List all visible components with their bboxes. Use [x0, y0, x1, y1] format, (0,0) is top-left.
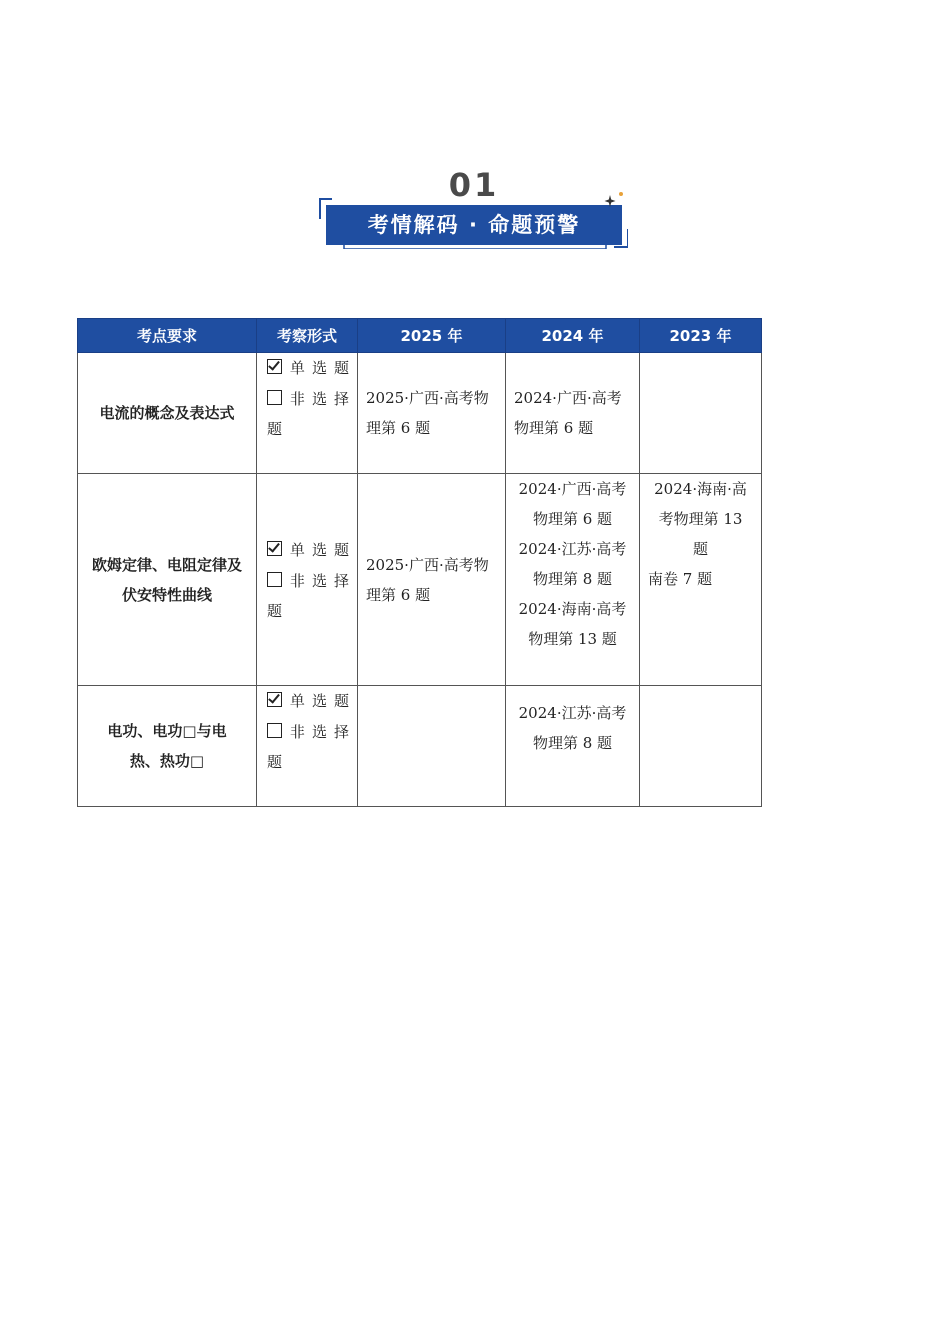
topic-cell: 电功、电功□与电热、热功□ [78, 686, 257, 807]
year-2023-cell [640, 353, 762, 474]
header-2025: 2025 年 [358, 319, 506, 353]
form-cell [257, 474, 358, 686]
table-row [78, 474, 762, 686]
form-cell [257, 353, 358, 474]
section-title: 考情解码 · 命题预警 [326, 205, 622, 245]
topic-cell: 电流的概念及表达式 [78, 353, 257, 474]
section-banner [316, 168, 632, 254]
option-non-choice: 非 选 择 [267, 566, 349, 597]
exam-analysis-table [77, 318, 762, 807]
checkbox-checked-icon [267, 541, 282, 556]
option-non-choice-tail: 题 [267, 753, 283, 771]
year-2025-cell [358, 686, 506, 807]
option-single-choice: 单 选 题 [267, 535, 349, 566]
form-cell [257, 686, 358, 807]
option-non-choice: 非 选 择 [267, 717, 349, 748]
header-2024: 2024 年 [506, 319, 640, 353]
header-2023: 2023 年 [640, 319, 762, 353]
option-non-choice: 非 选 择 [267, 384, 349, 415]
checkbox-checked-icon [267, 692, 282, 707]
option-non-choice-tail: 题 [267, 601, 283, 620]
section-number: 01 [448, 166, 500, 204]
year-2023-cell [640, 686, 762, 807]
option-single-choice: 单 选 题 [267, 686, 349, 717]
header-topic: 考点要求 [78, 319, 257, 353]
table-row [78, 353, 762, 474]
checkbox-checked-icon [267, 359, 282, 374]
option-non-choice-tail: 题 [267, 420, 283, 438]
header-form: 考察形式 [257, 319, 358, 353]
year-2024-cell: 2024·江苏·高考 物理第 8 题 [506, 686, 640, 807]
year-2024-cell: 2024·广西·高考 物理第 6 题 2024·江苏·高考 物理第 8 题 2024·海南·高考 物理第 13 题 [506, 474, 640, 686]
table-row [78, 686, 762, 807]
year-2024-cell: 2024·广西·高考 物理第 6 题 [506, 353, 640, 474]
option-single-choice: 单 选 题 [267, 353, 349, 384]
checkbox-empty-icon [267, 723, 282, 738]
checkbox-empty-icon [267, 390, 282, 405]
year-2025-cell: 2025·广西·高考物 理第 6 题 [358, 474, 506, 686]
year-2025-cell: 2025·广西·高考物 理第 6 题 [358, 353, 506, 474]
checkbox-empty-icon [267, 572, 282, 587]
topic-cell: 欧姆定律、电阻定律及伏安特性曲线 [78, 474, 257, 686]
table-header-row [78, 319, 762, 353]
year-2023-cell: 2024·海南·高 考物理第 13 题 南卷 7 题 [640, 474, 762, 686]
sparkle-icon [604, 191, 626, 207]
